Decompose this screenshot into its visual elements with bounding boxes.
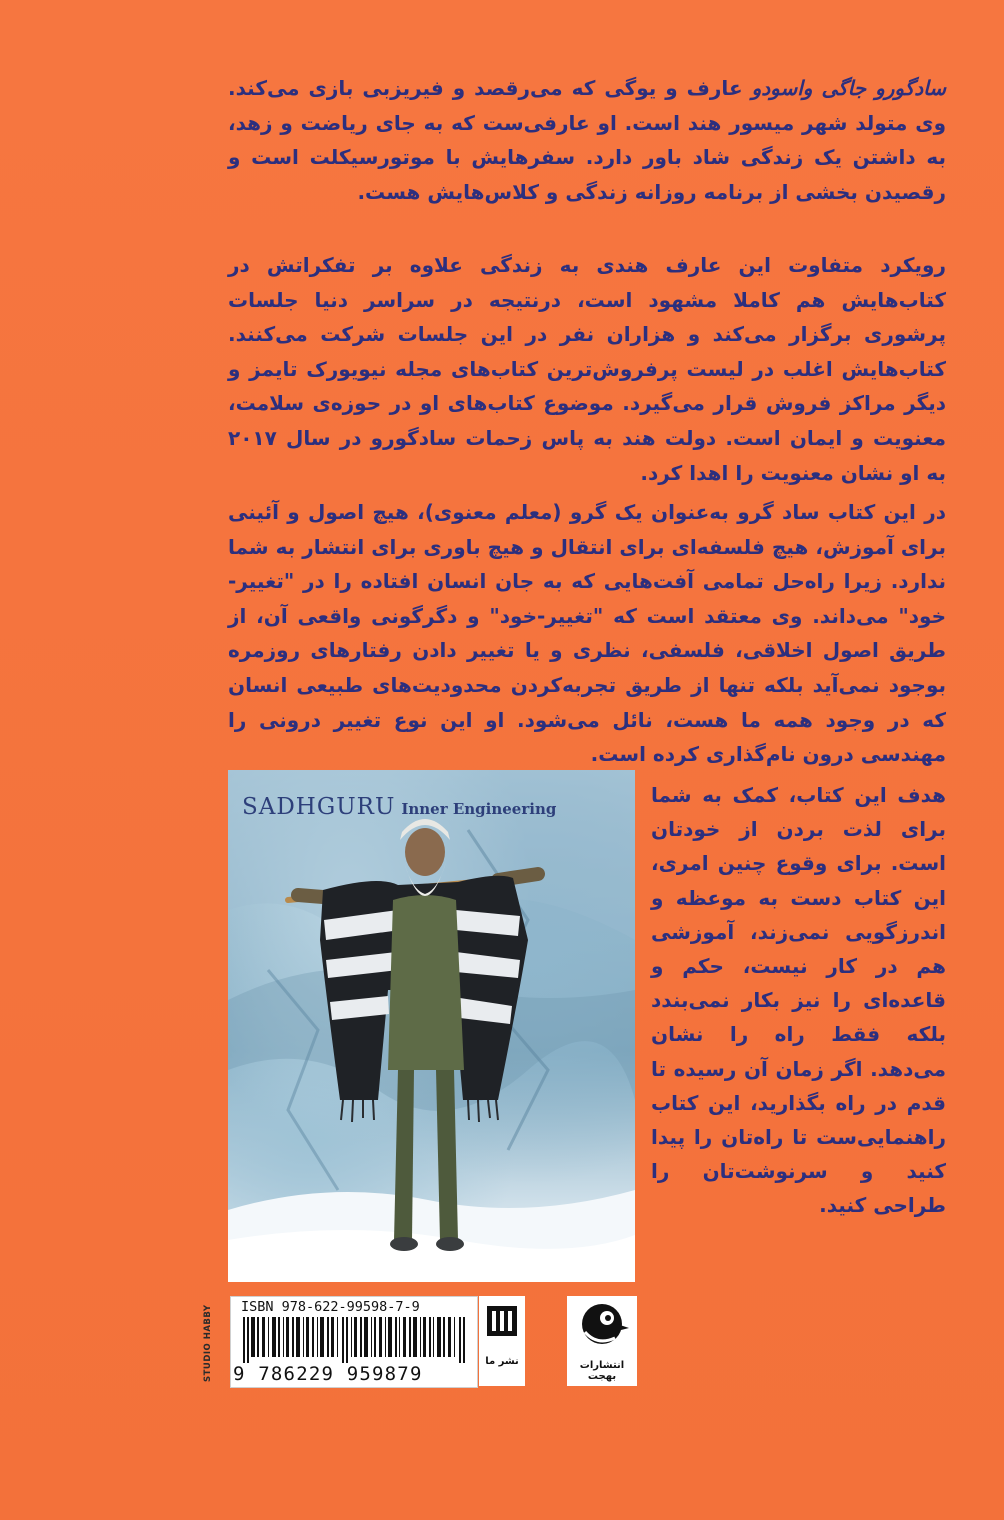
paragraph-purpose: هدف این کتاب، کمک به شما برای لذت بردن از خودتان است. برای وقوع چنین امری، این کتاب دست به موعظه و اندرزگویی نمی‌زند، آموزشی هم در کار نیست، حکم و قاعده‌ای را نیز بکار نمی‌بندد بلکه فقط راه را نشان می‌دهد. اگر زمان آن رسیده تا قدم در راه بگذارید، این کتاب راهنمایی‌ست تا راه‌تان را پیدا کنید و سرنوشت‌تان را طراحی کنید. xyxy=(651,783,946,1218)
bird-logo-icon xyxy=(567,1296,637,1356)
cover-title-main: SADHGURU xyxy=(242,794,396,820)
publisher-name: انتشارات بهجت xyxy=(579,1360,625,1382)
studio-credit: STUDIO HABBY xyxy=(203,1304,213,1382)
paragraph-intro xyxy=(228,71,946,209)
publisher-small-label: نشر ما xyxy=(485,1356,519,1367)
cover-photo xyxy=(228,770,635,1282)
isbn-barcode xyxy=(230,1296,478,1388)
isbn-digits: 9 786229 959879 xyxy=(233,1363,423,1385)
author-name: سادگورو جاگی واسودو xyxy=(751,76,946,100)
publisher-logo xyxy=(567,1296,637,1386)
barcode-icon xyxy=(243,1317,465,1363)
sadhguru-figure-illustration xyxy=(228,770,635,1282)
paragraph-approach: رویکرد متفاوت این عارف هندی به زندگی علاوه بر تفکراتش در کتاب‌هایش هم کاملا مشهود است، درنتیجه در سراسر دنیا جلسات پرشوری برگزار می‌کند و هزاران نفر در این جلسات شرکت می‌کنند. کتاب‌هایش اغلب در لیست پرفروش‌ترین کتاب‌های مجله نیویورک تایمز و دیگر مراکز فروش قرار می‌گیرد. موضوع کتاب‌های او در حوزه‌ی سلامت، معنویت و ایمان است. دولت هند به پاس زحمات سادگورو در سال ۲۰۱۷ به او نشان معنویت را اهدا کرد. xyxy=(228,253,946,485)
publisher-logo-small xyxy=(479,1296,525,1386)
cover-title xyxy=(242,794,556,820)
paragraph-intro-text: عارف و یوگی که می‌رقصد و فیریزبی بازی می‌کند. وی متولد شهر میسور هند است. او عارفی‌ست که به جای ریاضت و زهد، به داشتن یک زندگی شاد باور دارد. سفرهایش با موتورسیکلت است و رقصیدن بخشی از برنامه روزانه زندگی و کلاس‌هایش هست. xyxy=(228,76,946,204)
isbn-label: ISBN 978-622-99598-7-9 xyxy=(241,1299,420,1315)
paragraph-book-concept: در این کتاب ساد گرو به‌عنوان یک گرو (معلم معنوی)، هیچ اصول و آئینی برای آموزش، هیچ فلسفه‌ای برای انتقال و هیچ باوری برای انتشار به شما ندارد. زیرا راه‌حل تمامی آفت‌هایی که به جان انسان افتاده را در "تغییر-خود" می‌داند. وی معتقد است که "تغییر-خود" و دگرگونی واقعی آن، از طریق اصول اخلاقی، فلسفی، نظری و یا تغییر دادن رفتارهای روزمره بوجود نمی‌آید بلکه تنها از طریق تجربه‌کردن محدودیت‌های طبیعی انسان که در وجود همه ما هست، نائل می‌شود. او این نوع تغییر درونی را مهندسی درون نام‌گذاری کرده است. xyxy=(228,500,946,767)
cover-title-sub: Inner Engineering xyxy=(401,800,557,818)
